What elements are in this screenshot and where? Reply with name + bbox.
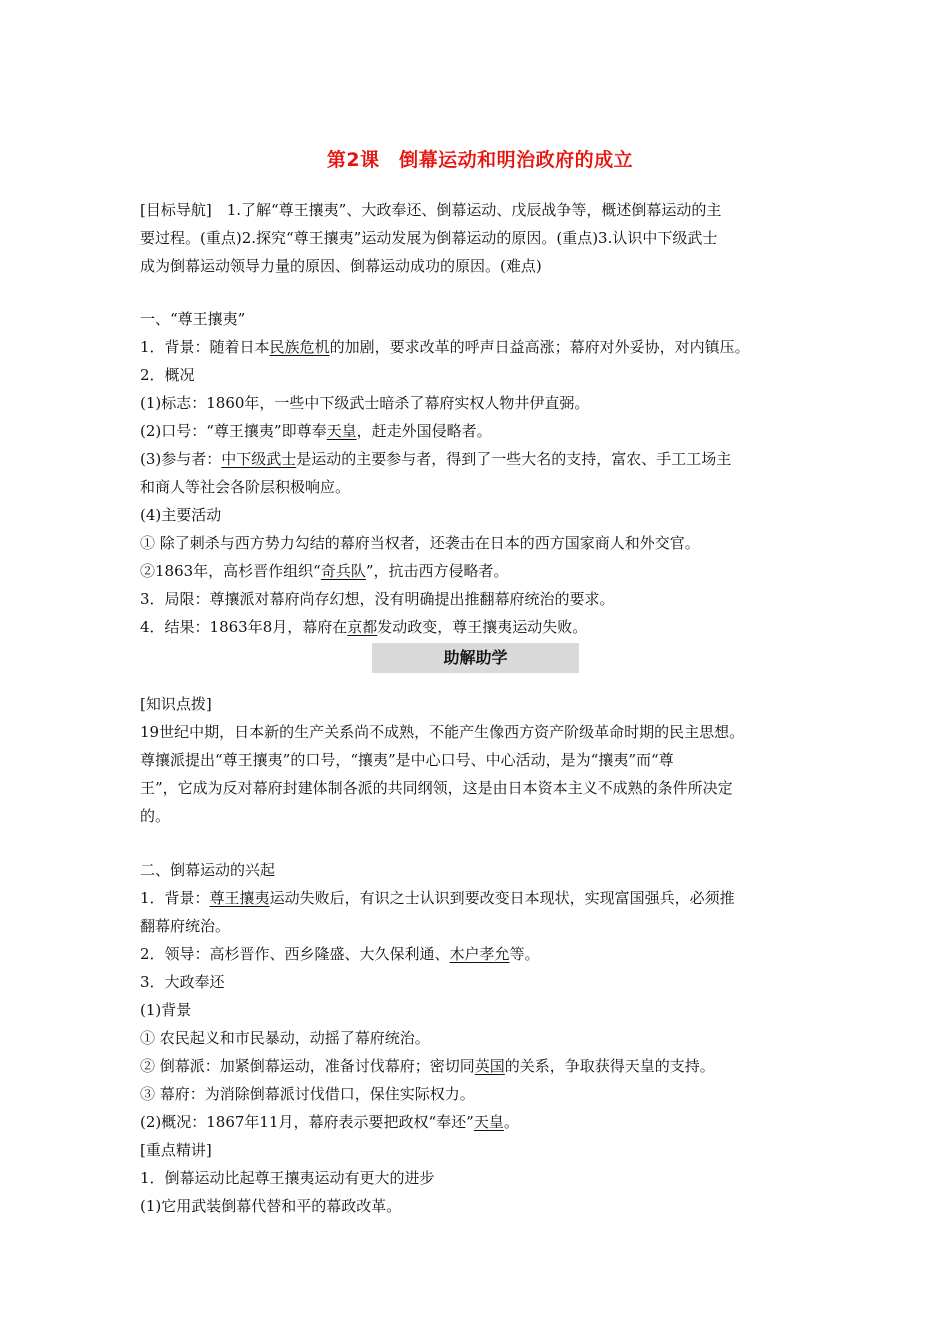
blank-answer: 中下级武士 — [221, 450, 297, 468]
lesson-title: 第2课 倒幕运动和明治政府的成立 — [326, 149, 634, 171]
blank-answer: 天皇 — [326, 422, 357, 440]
s1-limitation: 3．局限：尊攘派对幕府尚存幻想，没有明确提出推翻幕府统治的要求。 — [140, 590, 615, 608]
s1-result: 4．结果：1863年8月，幕府在京都发动政变，尊王攘夷运动失败。 — [140, 618, 588, 636]
s2-background: 1．背景：尊王攘夷运动失败后，有识之士认识到要改变日本现状，实现富国强兵，必须推 — [140, 889, 735, 907]
s1-background: 1．背景：随着日本民族危机的加剧，要求改革的呼声日益高涨；幕府对外妥协，对内镇压。 — [140, 338, 750, 356]
s1-activity-2: ②1863年，高杉晋作组织“奇兵队”，抗击西方侵略者。 — [140, 562, 509, 580]
blank-answer: 天皇 — [473, 1113, 504, 1131]
knowledge-line-2: 尊攘派提出“尊王攘夷”的口号，“攘夷”是中心口号、中心活动，是为“攘夷”而“尊 — [140, 751, 674, 769]
focus-line-1: 1．倒幕运动比起尊王攘夷运动有更大的进步 — [140, 1169, 435, 1187]
s1-participants: (3)参与者：中下级武士是运动的主要参与者，得到了一些大名的支持，富农、手工工场主 — [140, 450, 732, 468]
s1-slogan: (2)口号：“尊王攘夷”即尊奉天皇，赶走外国侵略者。 — [140, 422, 492, 440]
blank-answer: 英国 — [474, 1057, 505, 1075]
goals-line-2: 要过程。(重点)2.探究“尊王攘夷”运动发展为倒幕运动的原因。(重点)3.认识中下级武士 — [140, 229, 718, 247]
section-1 — [140, 305, 820, 641]
focus-line-1a: (1)它用武装倒幕代替和平的幕政改革。 — [140, 1197, 402, 1215]
section-2-heading: 二、倒幕运动的兴起 — [140, 861, 276, 879]
help-banner: 助解助学 — [372, 643, 579, 673]
goals-line-3: 成为倒幕运动领导力量的原因、倒幕运动成功的原因。(难点) — [140, 257, 542, 275]
s2-background-cont: 翻幕府统治。 — [140, 917, 231, 935]
s2-return: 3．大政奉还 — [140, 973, 225, 991]
blank-answer: 民族危机 — [269, 338, 330, 356]
blank-answer: 木户孝允 — [449, 945, 510, 963]
s1-activities: (4)主要活动 — [140, 506, 222, 524]
s2-back-3: ③ 幕府：为消除倒幕派讨伐借口，保住实际权力。 — [140, 1085, 475, 1103]
s2-back: (1)背景 — [140, 1001, 192, 1019]
blank-answer: 奇兵队 — [320, 562, 366, 580]
focus-heading: [重点精讲] — [140, 1141, 212, 1159]
knowledge-line-1: 19世纪中期，日本新的生产关系尚不成熟，不能产生像西方资产阶级革命时期的民主思想。 — [140, 723, 745, 741]
knowledge-line-4: 的。 — [140, 807, 171, 825]
blank-answer: 京都 — [347, 618, 378, 636]
s2-back-1: ① 农民起义和市民暴动，动摇了幕府统治。 — [140, 1029, 430, 1047]
s1-overview: 2．概况 — [140, 366, 195, 384]
knowledge-section — [140, 690, 820, 830]
blank-answer: 尊王攘夷 — [209, 889, 270, 907]
s1-participants-cont: 和商人等社会各阶层积极响应。 — [140, 478, 351, 496]
goals-line-1: [目标导航] 1.了解“尊王攘夷”、大政奉还、倒幕运动、戊辰战争等，概述倒幕运动的主 — [140, 201, 722, 219]
knowledge-heading: [知识点拨] — [140, 695, 212, 713]
goals-section — [140, 196, 820, 280]
s2-overview: (2)概况：1867年11月，幕府表示要把政权“奉还”天皇。 — [140, 1113, 519, 1131]
knowledge-line-3: 王”，它成为反对幕府封建体制各派的共同纲领，这是由日本资本主义不成熟的条件所决定 — [140, 779, 733, 797]
s1-sign: (1)标志：1860年，一些中下级武士暗杀了幕府实权人物井伊直弼。 — [140, 394, 590, 412]
section-2 — [140, 856, 820, 1220]
section-1-heading: 一、“尊王攘夷” — [140, 310, 246, 328]
s2-back-2: ② 倒幕派：加紧倒幕运动，准备讨伐幕府；密切同英国的关系，争取获得天皇的支持。 — [140, 1057, 715, 1075]
s2-leaders: 2．领导：高杉晋作、西乡隆盛、大久保利通、木户孝允等。 — [140, 945, 540, 963]
s1-activity-1: ① 除了刺杀与西方势力勾结的幕府当权者，还袭击在日本的西方国家商人和外交官。 — [140, 534, 700, 552]
